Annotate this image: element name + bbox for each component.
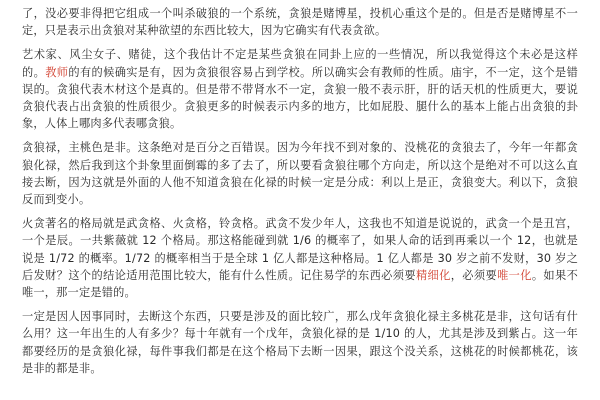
body-text: 艺术家、风尘女子、赌徒，这个我估计不定是某些贪狼在同卦上应的一些情况，所以我觉得这个未必是这样的。: [22, 48, 578, 79]
body-text: 了，没必要非得把它组成一个叫杀破狼的一个系统，贪狼是赌博星，投机心重这个是的。但是否是赌博星不一定，只是表示出贪狼对某种欲望的东西比较大，因为它确实有代表贪欲。: [22, 7, 578, 38]
paragraph: [22, 215, 578, 301]
body-text: ，必须要: [450, 268, 498, 282]
body-text: 贪狼禄，主桃色是非。这条绝对是百分之百错误。因为今年找不到对象的、没桃花的贪狼去了，今年一年都贪狼化禄，然后我到这个卦象里面倒霉的多了去了，所以要看贪狼往哪个方向走，所以这个是绝对不可以这么直接去断，因为这就是外面的人他不知道贪狼在化禄的时候一定是分成：利以上是正，贪狼变大。利以下，贪狼反而到变小。: [22, 141, 578, 207]
paragraph: [22, 308, 578, 377]
body-text: 的有的候确实是有，因为贪狼很容易占到学校。所以确实会有教师的性质。庙宇，不一定，这个是错误的。贪狼代表木材这个是真的。但是带不带肾水不一定，贪狼一般不表示肝，肝的话天机的性质更大，要说贪狼代表占出贪狼的性质很少。贪狼更多的时候表示内多的地方，比如屁股、腿什么的基本上能占出贪狼的卦象，人体上哪肉多代表哪贪狼。: [22, 65, 579, 131]
body-text: 。如果不唯一，那一定是错的。: [22, 268, 578, 300]
emphasis-text: 精细化: [415, 268, 451, 282]
body-text: 一定是因人因事同时，去断这个东西，只要是涉及的面比较广，那么戊年贪狼化禄主多桃花是非，这句话有什么用？这一年出生的人有多少？每十年就有一个戊年，贪狼化禄的是 1/10 的人，尤其是涉及到紫占。这一年都要经历的是贪狼化禄，每件事我们都是在这个格局下去断一因果，跟这个没关系，这桃花的时候都桃花，该是非的都是非。: [22, 310, 578, 375]
emphasis-text: 唯一化: [497, 268, 532, 282]
paragraph: [22, 139, 578, 208]
paragraph: [22, 46, 578, 132]
body-text: 火贪著名的格局就是武贪格、火贪格，铃贪格。武贪不发少年人，这我也不知道是说说的，武贪一个是丑宫，一个是辰。一共紫薇就 12 个格局。那这格能碰到就 1/6 的概率了，如果人命的话到再乘以一个 12，也就是说是 1/72 的概率。1/72 的概率相当于是全球 1 亿人都是这种格局。1 亿人都是 30 岁之前不发财，30 岁之后发财？这个的结论适用范围比较大，能有什么性质。记住易学的东西必须要: [22, 217, 578, 282]
emphasis-text: 教师: [45, 65, 69, 79]
paragraph: [22, 5, 578, 39]
